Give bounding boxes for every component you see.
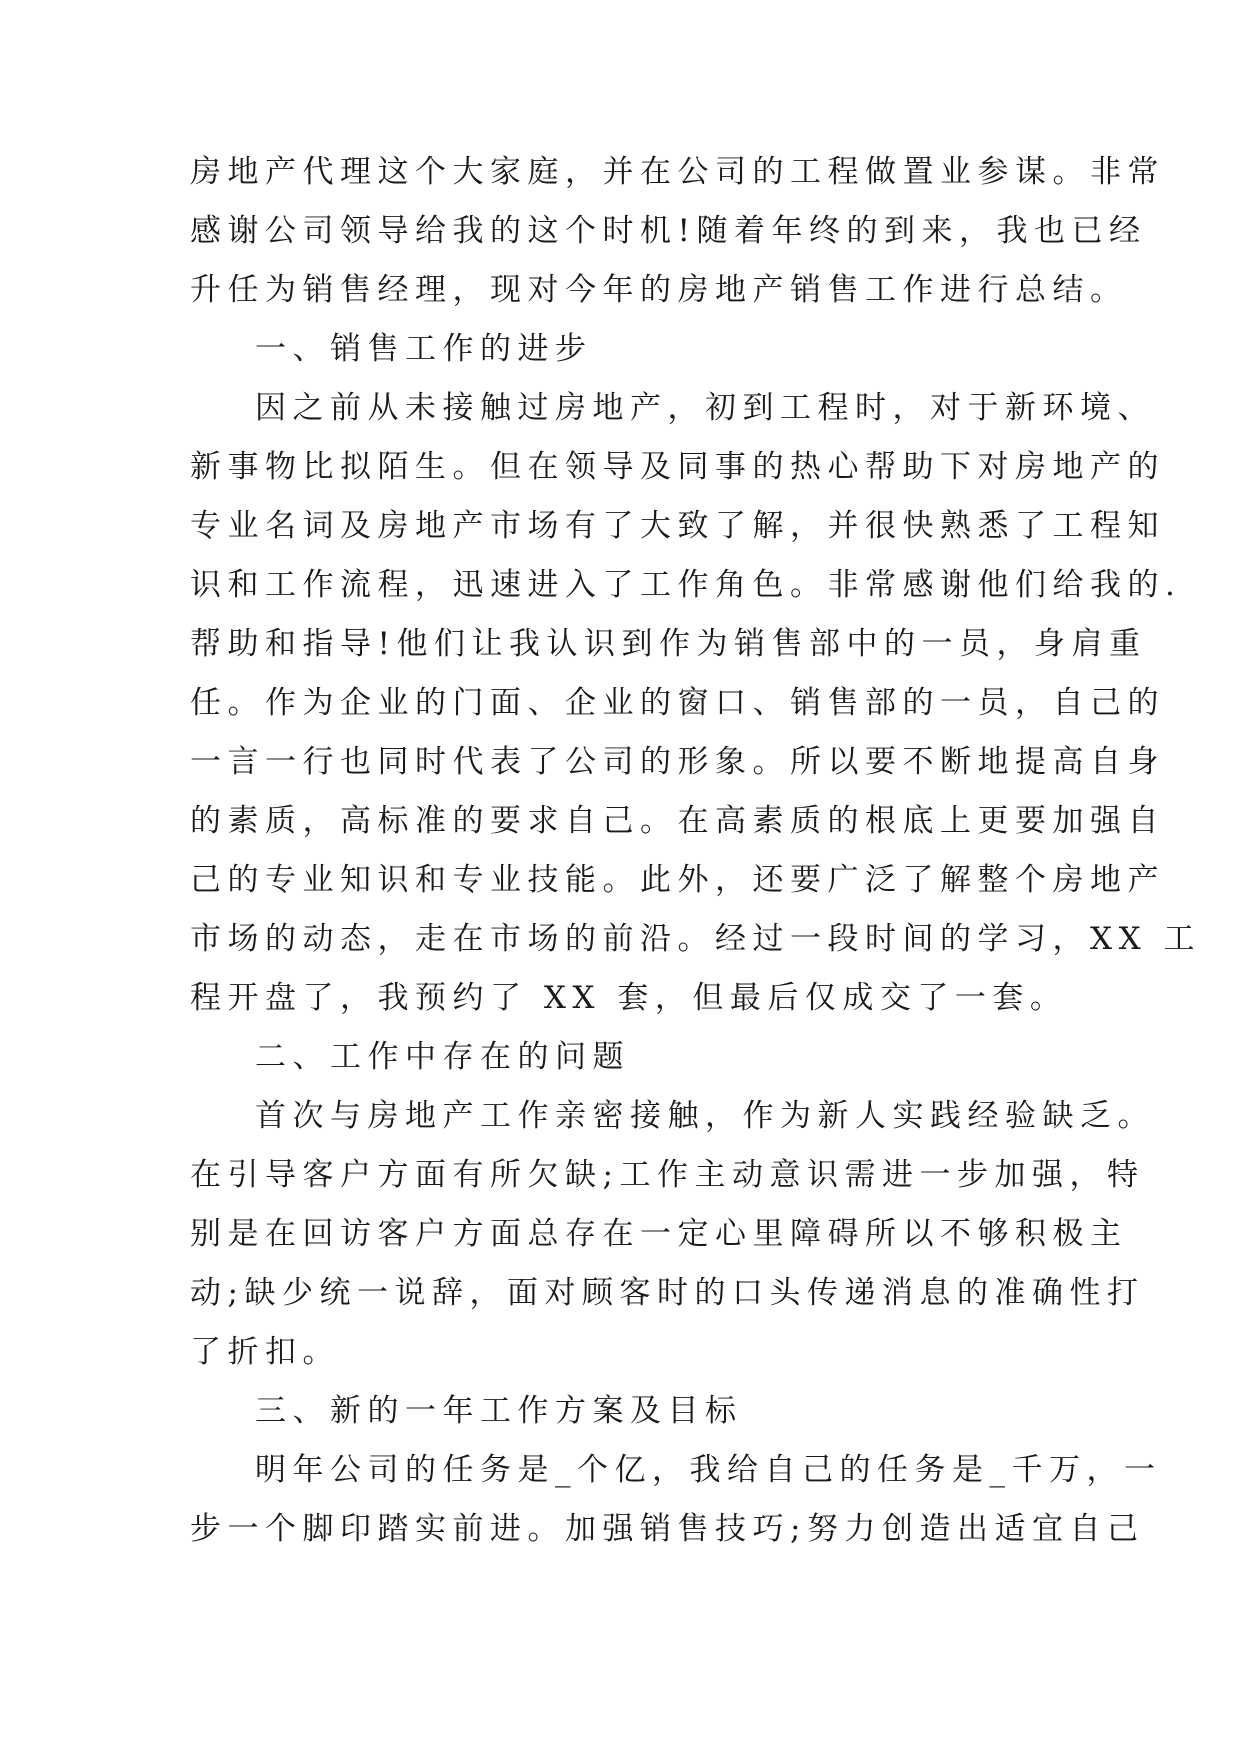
text-line: 升任为销售经理，现对今年的房地产销售工作进行总结。 (190, 272, 1128, 308)
text-line: 新事物比拟陌生。但在领导及同事的热心帮助下对房地产的 (190, 449, 1165, 485)
text-line: 专业名词及房地产市场有了大致了解，并很快熟悉了工程知 (190, 508, 1165, 544)
text-line: 己的专业知识和专业技能。此外，还要广泛了解整个房地产 (190, 862, 1165, 898)
text-line: 了折扣。 (190, 1334, 340, 1370)
text-line: 首次与房地产工作亲密接触，作为新人实践经验缺乏。 (255, 1098, 1155, 1134)
text-line: 市场的动态，走在市场的前沿。经过一段时间的学习，XX 工 (190, 921, 1201, 957)
text-line: 因之前从未接触过房地产，初到工程时，对于新环境、 (255, 390, 1155, 426)
section-heading: 三、新的一年工作方案及目标 (255, 1393, 743, 1429)
text-line: 感谢公司领导给我的这个时机!随着年终的到来，我也已经 (190, 213, 1147, 249)
text-line: 步一个脚印踏实前进。加强销售技巧;努力创造出适宜自己 (190, 1511, 1145, 1547)
text-line: 任。作为企业的门面、企业的窗口、销售部的一员，自己的 (190, 685, 1165, 721)
text-line: 动;缺少统一说辞，面对顾客时的口头传递消息的准确性打 (190, 1275, 1145, 1311)
text-line: 识和工作流程，迅速进入了工作角色。非常感谢他们给我的. (190, 567, 1182, 603)
text-line: 别是在回访客户方面总存在一定心里障碍所以不够积极主 (190, 1216, 1128, 1252)
text-line: 房地产代理这个大家庭，并在公司的工程做置业参谋。非常 (190, 154, 1165, 190)
text-line: 明年公司的任务是_个亿，我给自己的任务是_千万，一 (255, 1452, 1162, 1488)
section-heading: 一、销售工作的进步 (255, 331, 593, 367)
text-line: 帮助和指导!他们让我认识到作为销售部中的一员，身肩重 (190, 626, 1147, 662)
text-line: 程开盘了，我预约了 XX 套，但最后仅成交了一套。 (190, 980, 1068, 1016)
text-line: 在引导客户方面有所欠缺;工作主动意识需进一步加强，特 (190, 1157, 1145, 1193)
text-line: 的素质，高标准的要求自己。在高素质的根底上更要加强自 (190, 803, 1165, 839)
text-line: 一言一行也同时代表了公司的形象。所以要不断地提高自身 (190, 744, 1165, 780)
section-heading: 二、工作中存在的问题 (255, 1039, 630, 1075)
